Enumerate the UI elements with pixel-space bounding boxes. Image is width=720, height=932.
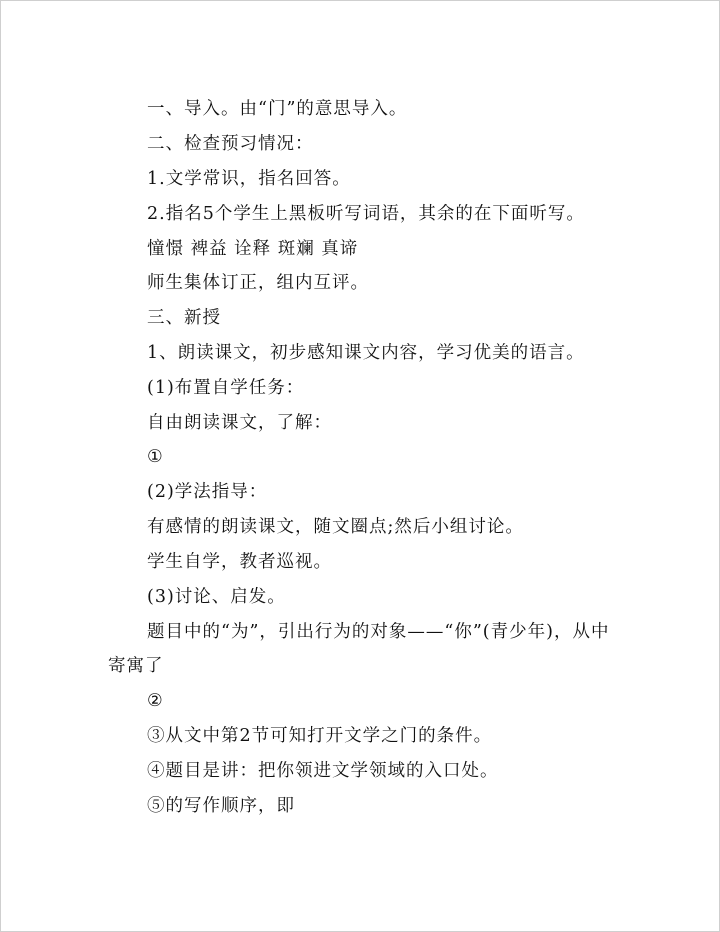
- text-line: (2)学法指导：: [147, 482, 268, 502]
- text-line: 学生自学，教者巡视。: [147, 552, 332, 572]
- text-line: 1、朗读课文，初步感知课文内容，学习优美的语言。: [147, 343, 585, 363]
- text-line: ①: [147, 447, 164, 467]
- text-line: ⑤的写作顺序，即: [147, 796, 295, 816]
- text-line: 1.文学常识，指名回答。: [147, 169, 351, 189]
- text-line: ②: [147, 691, 164, 711]
- text-line: 憧憬 裨益 诠释 斑斓 真谛: [147, 239, 359, 259]
- text-line: 自由朗读课文，了解：: [147, 413, 332, 433]
- text-line: ④题目是讲：把你领进文学领域的入口处。: [147, 761, 499, 781]
- text-line-continuation: 寄寓了: [108, 656, 164, 676]
- text-line: 2.指名5个学生上黑板听写词语，其余的在下面听写。: [147, 204, 585, 224]
- text-line: 一、导入。由“门”的意思导入。: [147, 99, 408, 119]
- text-line: 二、检查预习情况：: [147, 134, 314, 154]
- text-line: 师生集体订正，组内互评。: [147, 273, 369, 293]
- text-line: 有感情的朗读课文，随文圈点;然后小组讨论。: [147, 517, 524, 537]
- text-line: 三、新授: [147, 308, 221, 328]
- text-line: (1)布置自学任务：: [147, 378, 305, 398]
- text-line: ③从文中第2节可知打开文学之门的条件。: [147, 726, 493, 746]
- text-line: 题目中的“为”，引出行为的对象——“你”(青少年)，从中: [147, 622, 610, 642]
- text-line: (3)讨论、启发。: [147, 587, 286, 607]
